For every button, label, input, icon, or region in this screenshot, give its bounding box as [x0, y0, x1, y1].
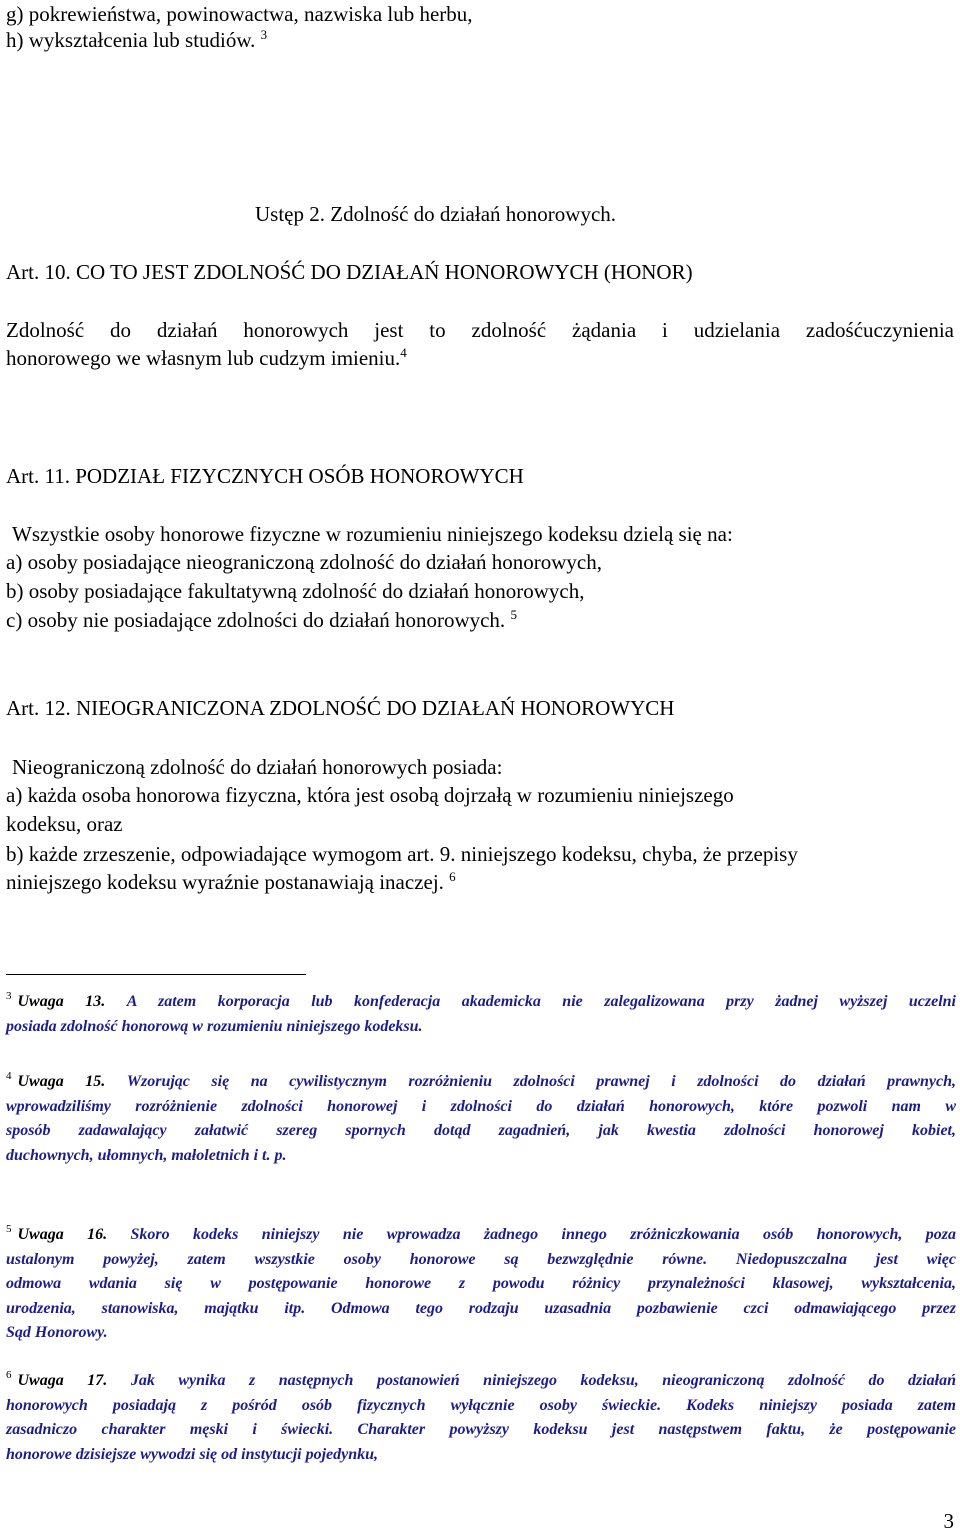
- article-10-text-line-2-body: honorowego we własnym lub cudzym imieniu.: [6, 346, 401, 370]
- footnote-number: 3: [6, 990, 12, 1002]
- footnote-ref: 5: [510, 607, 517, 622]
- footnote-number: 6: [6, 1369, 12, 1381]
- footnote-ref: 6: [449, 869, 456, 884]
- section-heading: Ustęp 2. Zdolność do działań honorowych.: [255, 202, 617, 226]
- article-12-item-a-line-2: kodeksu, oraz: [6, 812, 123, 836]
- footnote-text: wprowadziliśmy rozróżnienie zdolności honorowej i zdolności do działań honorowych, które pozwoli nam w: [6, 1097, 956, 1115]
- footnote-line: [6, 1144, 956, 1169]
- footnote-label: Uwaga 15.: [17, 1073, 106, 1090]
- footnote-text: Jak wynika z następnych postanowień niniejszego kodeksu, nieograniczoną zdolność do działań: [130, 1372, 957, 1389]
- footnote-text: honorowych posiadają z pośród osób fizycznych wyłącznie osoby świeckie. Kodeks niniejszy posiada zatem: [6, 1396, 956, 1414]
- footnote-line: [6, 1119, 956, 1144]
- article-10-text-line-1: Zdolność do działań honorowych jest to zdolność żądania i udzielania zadośćuczynienia: [6, 318, 954, 342]
- footnote-line: [6, 1297, 956, 1322]
- footnote-label: Uwaga 13.: [17, 993, 106, 1010]
- footnote-line: [6, 1248, 956, 1273]
- footnote-line: [6, 1321, 956, 1346]
- article-11-intro: Wszystkie osoby honorowe fizyczne w rozumieniu niniejszego kodeksu dzielą się na:: [12, 522, 733, 546]
- footnote-separator: [6, 974, 306, 975]
- article-11-item-a: a) osoby posiadające nieograniczoną zdolność do działań honorowych,: [6, 550, 602, 574]
- article-12-item-b-line-2-body: niniejszego kodeksu wyraźnie postanawiają inaczej.: [6, 870, 444, 894]
- footnote-text: urodzenia, stanowiska, majątku itp. Odmowa tego rodzaju uzasadnia pozbawienie czci odmawiającego przez: [6, 1299, 956, 1317]
- footnote-text: ustalonym powyżej, zatem wszystkie osoby honorowe są bezwzględnie równe. Niedopuszczalna jest więc: [6, 1250, 956, 1268]
- list-item-h: [6, 26, 267, 54]
- article-12-intro: Nieograniczoną zdolność do działań honorowych posiada:: [12, 755, 503, 779]
- article-11-title: Art. 11. PODZIAŁ FIZYCZNYCH OSÓB HONOROWYCH: [6, 464, 524, 488]
- footnote-text: honorowe dzisiejsze wywodzi się od instytucji pojedynku,: [6, 1445, 379, 1463]
- footnote-4: [6, 1070, 956, 1168]
- article-12-title: Art. 12. NIEOGRANICZONA ZDOLNOŚĆ DO DZIAŁAŃ HONOROWYCH: [6, 696, 675, 720]
- footnote-label: Uwaga 17.: [17, 1372, 108, 1389]
- footnote-line: [6, 1369, 956, 1394]
- footnote-number: 5: [6, 1223, 12, 1235]
- footnote-6: [6, 1369, 956, 1467]
- footnote-text: Sąd Honorowy.: [6, 1324, 108, 1341]
- page-number: 3: [943, 1509, 954, 1533]
- footnote-line: [6, 990, 956, 1015]
- footnote-text: zasadniczo charakter męski i świecki. Charakter powyższy kodeksu jest następstwem faktu, że postępowanie: [6, 1421, 956, 1438]
- footnote-line: [6, 1272, 956, 1297]
- article-12-item-b-line-2: [6, 868, 456, 896]
- footnote-label: Uwaga 16.: [17, 1226, 108, 1243]
- footnote-line: [6, 1015, 956, 1040]
- article-11-item-c: [6, 606, 517, 634]
- footnote-text: odmowa wdania się w postępowanie honorowe z powodu różnicy przynależności klasowej, wykształcenia,: [6, 1275, 956, 1292]
- footnote-text: Skoro kodeks niniejszy nie wprowadza żadnego innego zróżniczkowania osób honorowych, poza: [130, 1226, 956, 1243]
- footnote-line: [6, 1443, 956, 1468]
- article-12-item-a-line-1: a) każda osoba honorowa fizyczna, która jest osobą dojrzałą w rozumieniu niniejszego: [6, 783, 734, 807]
- footnote-line: [6, 1418, 956, 1443]
- footnote-text: Wzorując się na cywilistycznym rozróżnieniu zdolności prawnej i zdolności do działań prawnych,: [126, 1073, 957, 1090]
- article-10-title: Art. 10. CO TO JEST ZDOLNOŚĆ DO DZIAŁAŃ HONOROWYCH (HONOR): [6, 260, 693, 284]
- list-item-h-text: h) wykształcenia lub studiów.: [6, 28, 256, 52]
- footnote-line: [6, 1394, 956, 1419]
- footnote-line: [6, 1223, 956, 1248]
- article-10-text-line-2: [6, 344, 407, 372]
- footnote-text: posiada zdolność honorową w rozumieniu niniejszego kodeksu.: [6, 1017, 423, 1035]
- footnote-line: [6, 1095, 956, 1120]
- footnote-3: [6, 990, 956, 1039]
- footnote-text: sposób zadawalający załatwić szereg spornych dotąd zagadnień, jak kwestia zdolności honorowej kobiet,: [6, 1122, 956, 1139]
- footnote-line: [6, 1070, 956, 1095]
- footnote-ref: 4: [400, 345, 407, 360]
- footnote-text: duchownych, ułomnych, małoletnich i t. p.: [6, 1146, 287, 1164]
- footnote-5: [6, 1223, 956, 1346]
- footnote-ref: 3: [260, 27, 268, 42]
- footnote-text: A zatem korporacja lub konfederacja akademicka nie zalegalizowana przy żadnej wyższej uczelni: [126, 993, 956, 1010]
- article-11-item-c-body: c) osoby nie posiadające zdolności do działań honorowych.: [6, 608, 506, 632]
- list-item-g: g) pokrewieństwa, powinowactwa, nazwiska lub herbu,: [6, 2, 473, 26]
- footnote-number: 4: [6, 1070, 12, 1082]
- article-12-item-b-line-1: b) każde zrzeszenie, odpowiadające wymogom art. 9. niniejszego kodeksu, chyba, że przepisy: [6, 842, 798, 866]
- article-11-item-b: b) osoby posiadające fakultatywną zdolność do działań honorowych,: [6, 579, 585, 603]
